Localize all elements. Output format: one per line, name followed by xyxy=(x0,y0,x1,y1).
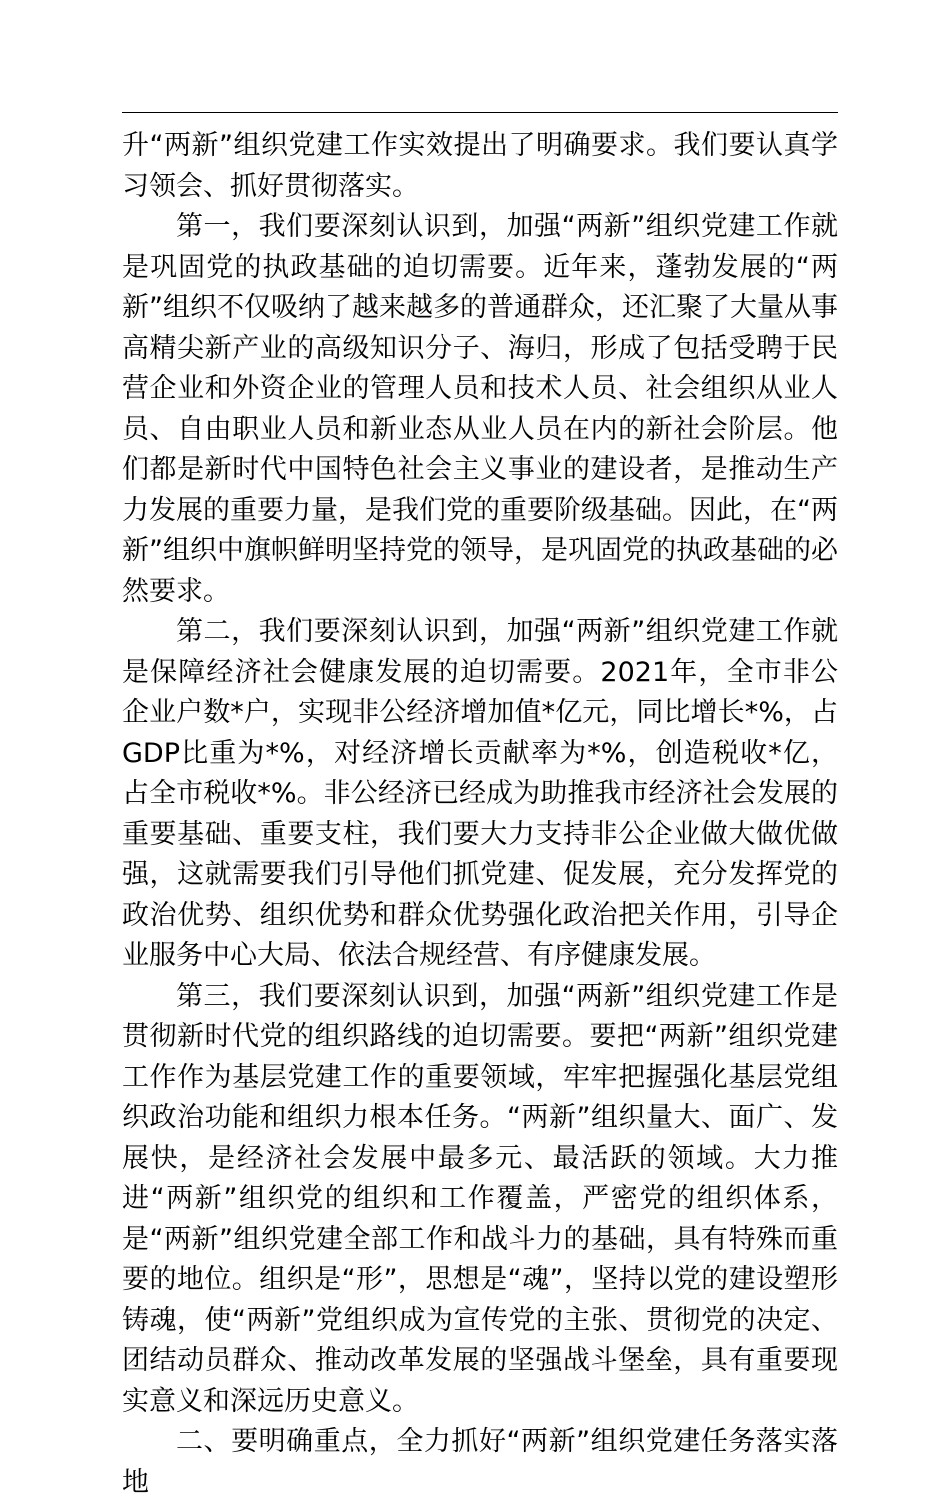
paragraph-continuation: 升“两新”组织党建工作实效提出了明确要求。我们要认真学习领会、抓好贯彻落实。 xyxy=(122,130,838,202)
paragraph-second-point: 第二，我们要深刻认识到，加强“两新”组织党建工作就是保障经济社会健康发展的迫切需要。2021年，全市非公企业户数*户，实现非公经济增加值*亿元，同比增长*%，占GDP比重为*%，对经济增长贡献率为*%，创造税收*亿，占全市税收*%。非公经济已经成为助推我市经济社会发展的重要基础、重要支柱，我们要大力支持非公企业做大做优做强，这就需要我们引导他们抓党建、促发展，充分发挥党的政治优势、组织优势和群众优势强化政治把关作用，引导企业服务中心大局、依法合规经营、有序健康发展。 xyxy=(122,616,838,971)
section-heading: 二、要明确重点，全力抓好“两新”组织党建任务落实落地 xyxy=(122,1426,838,1498)
document-body xyxy=(122,126,838,1503)
paragraph-third-point: 第三，我们要深刻认识到，加强“两新”组织党建工作是贯彻新时代党的组织路线的迫切需要。要把“两新”组织党建工作作为基层党建工作的重要领域，牢牢把握强化基层党组织政治功能和组织力根本任务。“两新”组织量大、面广、发展快，是经济社会发展中最多元、最活跃的领域。大力推进“两新”组织党的组织和工作覆盖，严密党的组织体系，是“两新”组织党建全部工作和战斗力的基础，具有特殊而重要的地位。组织是“形”，思想是“魂”，坚持以党的建设塑形铸魂，使“两新”党组织成为宣传党的主张、贯彻党的决定、团结动员群众、推动改革发展的坚强战斗堡垒，具有重要现实意义和深远历史意义。 xyxy=(122,980,838,1417)
header-rule xyxy=(122,112,838,113)
paragraph-first-point: 第一，我们要深刻认识到，加强“两新”组织党建工作就是巩固党的执政基础的迫切需要。近年来，蓬勃发展的“两新”组织不仅吸纳了越来越多的普通群众，还汇聚了大量从事高精尖新产业的高级知识分子、海归，形成了包括受聘于民营企业和外资企业的管理人员和技术人员、社会组织从业人员、自由职业人员和新业态从业人员在内的新社会阶层。他们都是新时代中国特色社会主义事业的建设者，是推动生产力发展的重要力量，是我们党的重要阶级基础。因此，在“两新”组织中旗帜鲜明坚持党的领导，是巩固党的执政基础的必然要求。 xyxy=(122,211,838,607)
